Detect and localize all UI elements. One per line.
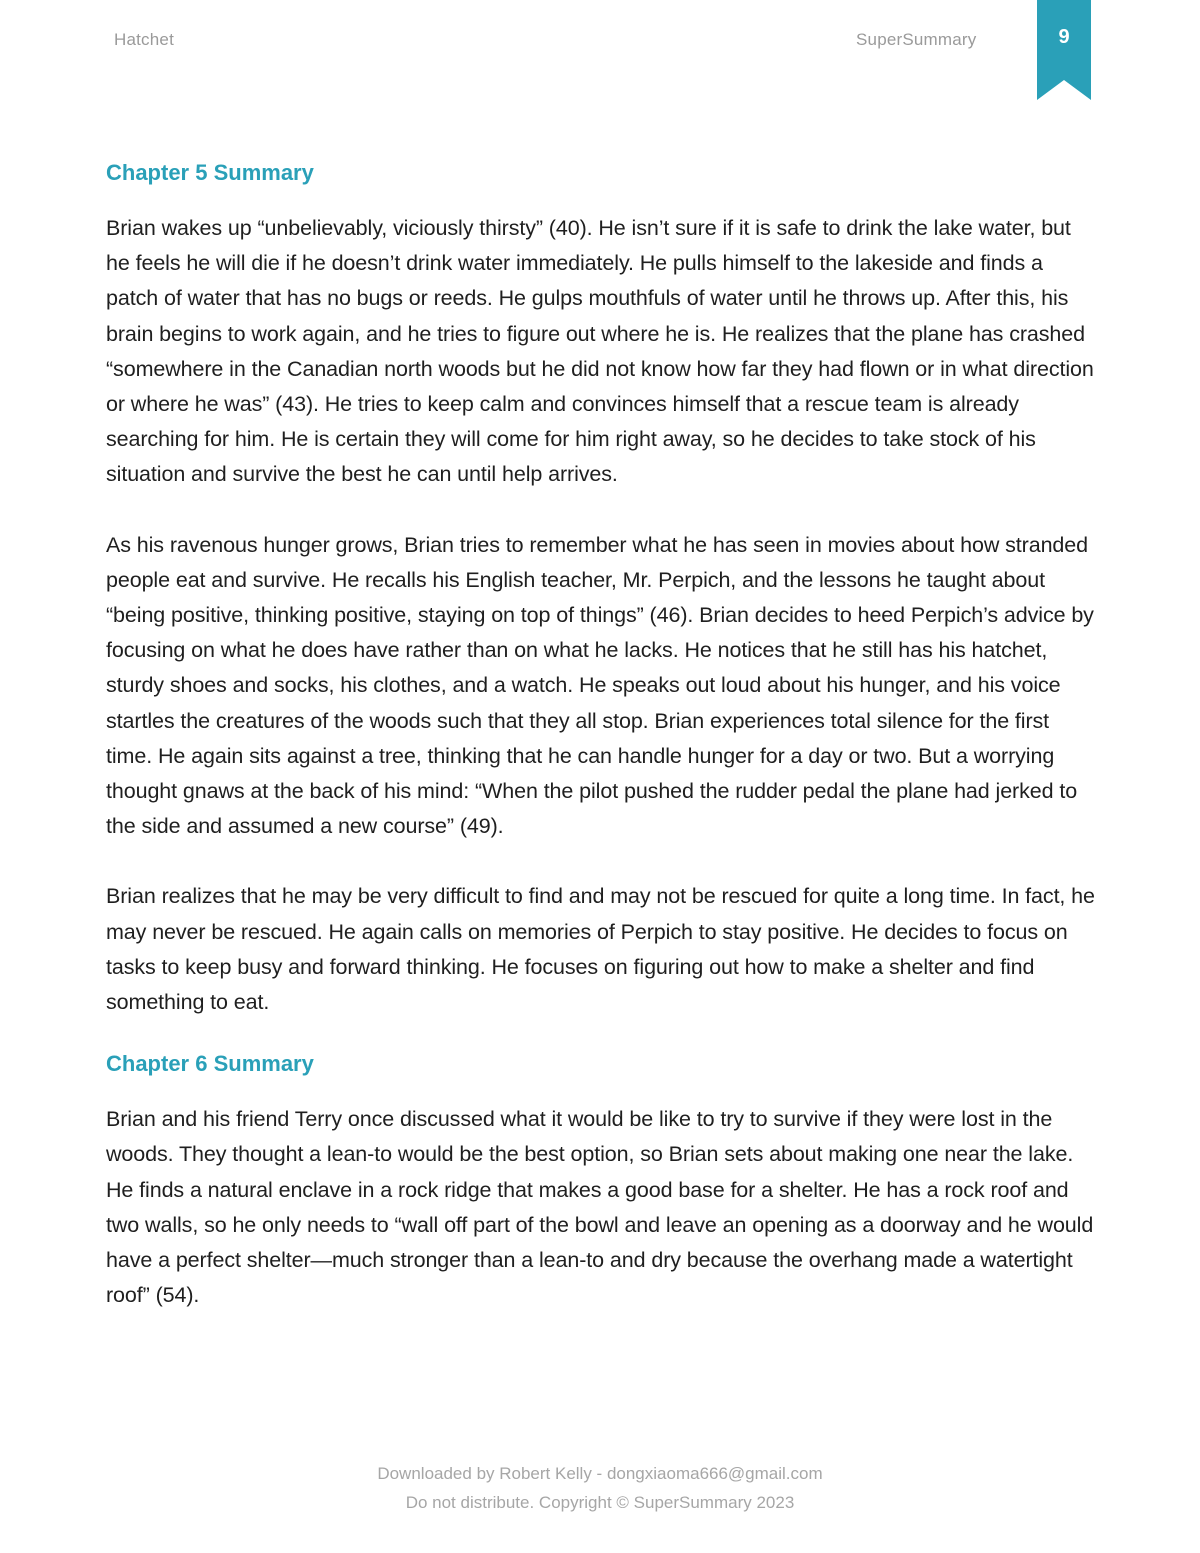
chapter-5-heading: Chapter 5 Summary	[106, 160, 314, 185]
book-title: Hatchet	[114, 30, 174, 49]
chapter-5-paragraph-1: Brian wakes up “unbelievably, viciously thirsty” (40). He isn’t sure if it is safe to drink the lake water, but he feels he will die if he doesn’t drink water immediately. He pulls himself to the lakeside and finds a patch of water that has no bugs or reeds. He gulps mouthfuls of water until he throws up. After this, his brain begins to work again, and he tries to figure out where he is. He realizes that the plane has crashed “somewhere in the Canadian north woods but he did not know how far they had flown or in what direction or where he was” (43). He tries to keep calm and convinces himself that a rescue team is already searching for him. He is certain they will come for him right away, so he decides to take stock of his situation and survive the best he can until help arrives.	[106, 216, 1094, 487]
footer-download-line: Downloaded by Robert Kelly - dongxiaoma666@gmail.com	[377, 1464, 823, 1483]
chapter-5-paragraph-2: As his ravenous hunger grows, Brian tries to remember what he has seen in movies about how stranded people eat and survive. He recalls his English teacher, Mr. Perpich, and the lessons he taught about “being positive, thinking positive, staying on top of things” (46). Brian decides to heed Perpich’s advice by focusing on what he does have rather than on what he lacks. He notices that he still has his hatchet, sturdy shoes and socks, his clothes, and a watch. He speaks out loud about his hunger, and his voice startles the creatures of the woods such that they all stop. Brian experiences total silence for the first time. He again sits against a tree, thinking that he can handle hunger for a day or two. But a worrying thought gnaws at the back of his mind: “When the pilot pushed the rudder pedal the plane had jerked to the side and assumed a new course” (49).	[106, 532, 1094, 839]
footer-copyright-line: Do not distribute. Copyright © SuperSummary 2023	[405, 1493, 795, 1512]
document-body	[106, 155, 1096, 1313]
chapter-6-paragraph-1: Brian and his friend Terry once discussed what it would be like to try to survive if they were lost in the woods. They thought a lean-to would be the best option, so Brian sets about making one near the lake. He finds a natural enclave in a rock ridge that makes a good base for a shelter. He has a rock roof and two walls, so he only needs to “wall off part of the bowl and leave an opening as a doorway and he would have a perfect shelter—much stronger than a lean-to and dry because the overhang made a watertight roof” (54).	[106, 1107, 1094, 1308]
publisher-name: SuperSummary	[856, 30, 977, 49]
chapter-5-paragraph-3: Brian realizes that he may be very difficult to find and may not be rescued for quite a long time. In fact, he may never be rescued. He again calls on memories of Perpich to stay positive. He decides to focus on tasks to keep busy and forward thinking. He focuses on figuring out how to make a shelter and find something to eat.	[106, 884, 1095, 1015]
page-number: 9	[1058, 26, 1070, 48]
bookmark-ribbon-icon	[1037, 0, 1091, 100]
chapter-6-heading: Chapter 6 Summary	[106, 1051, 314, 1077]
